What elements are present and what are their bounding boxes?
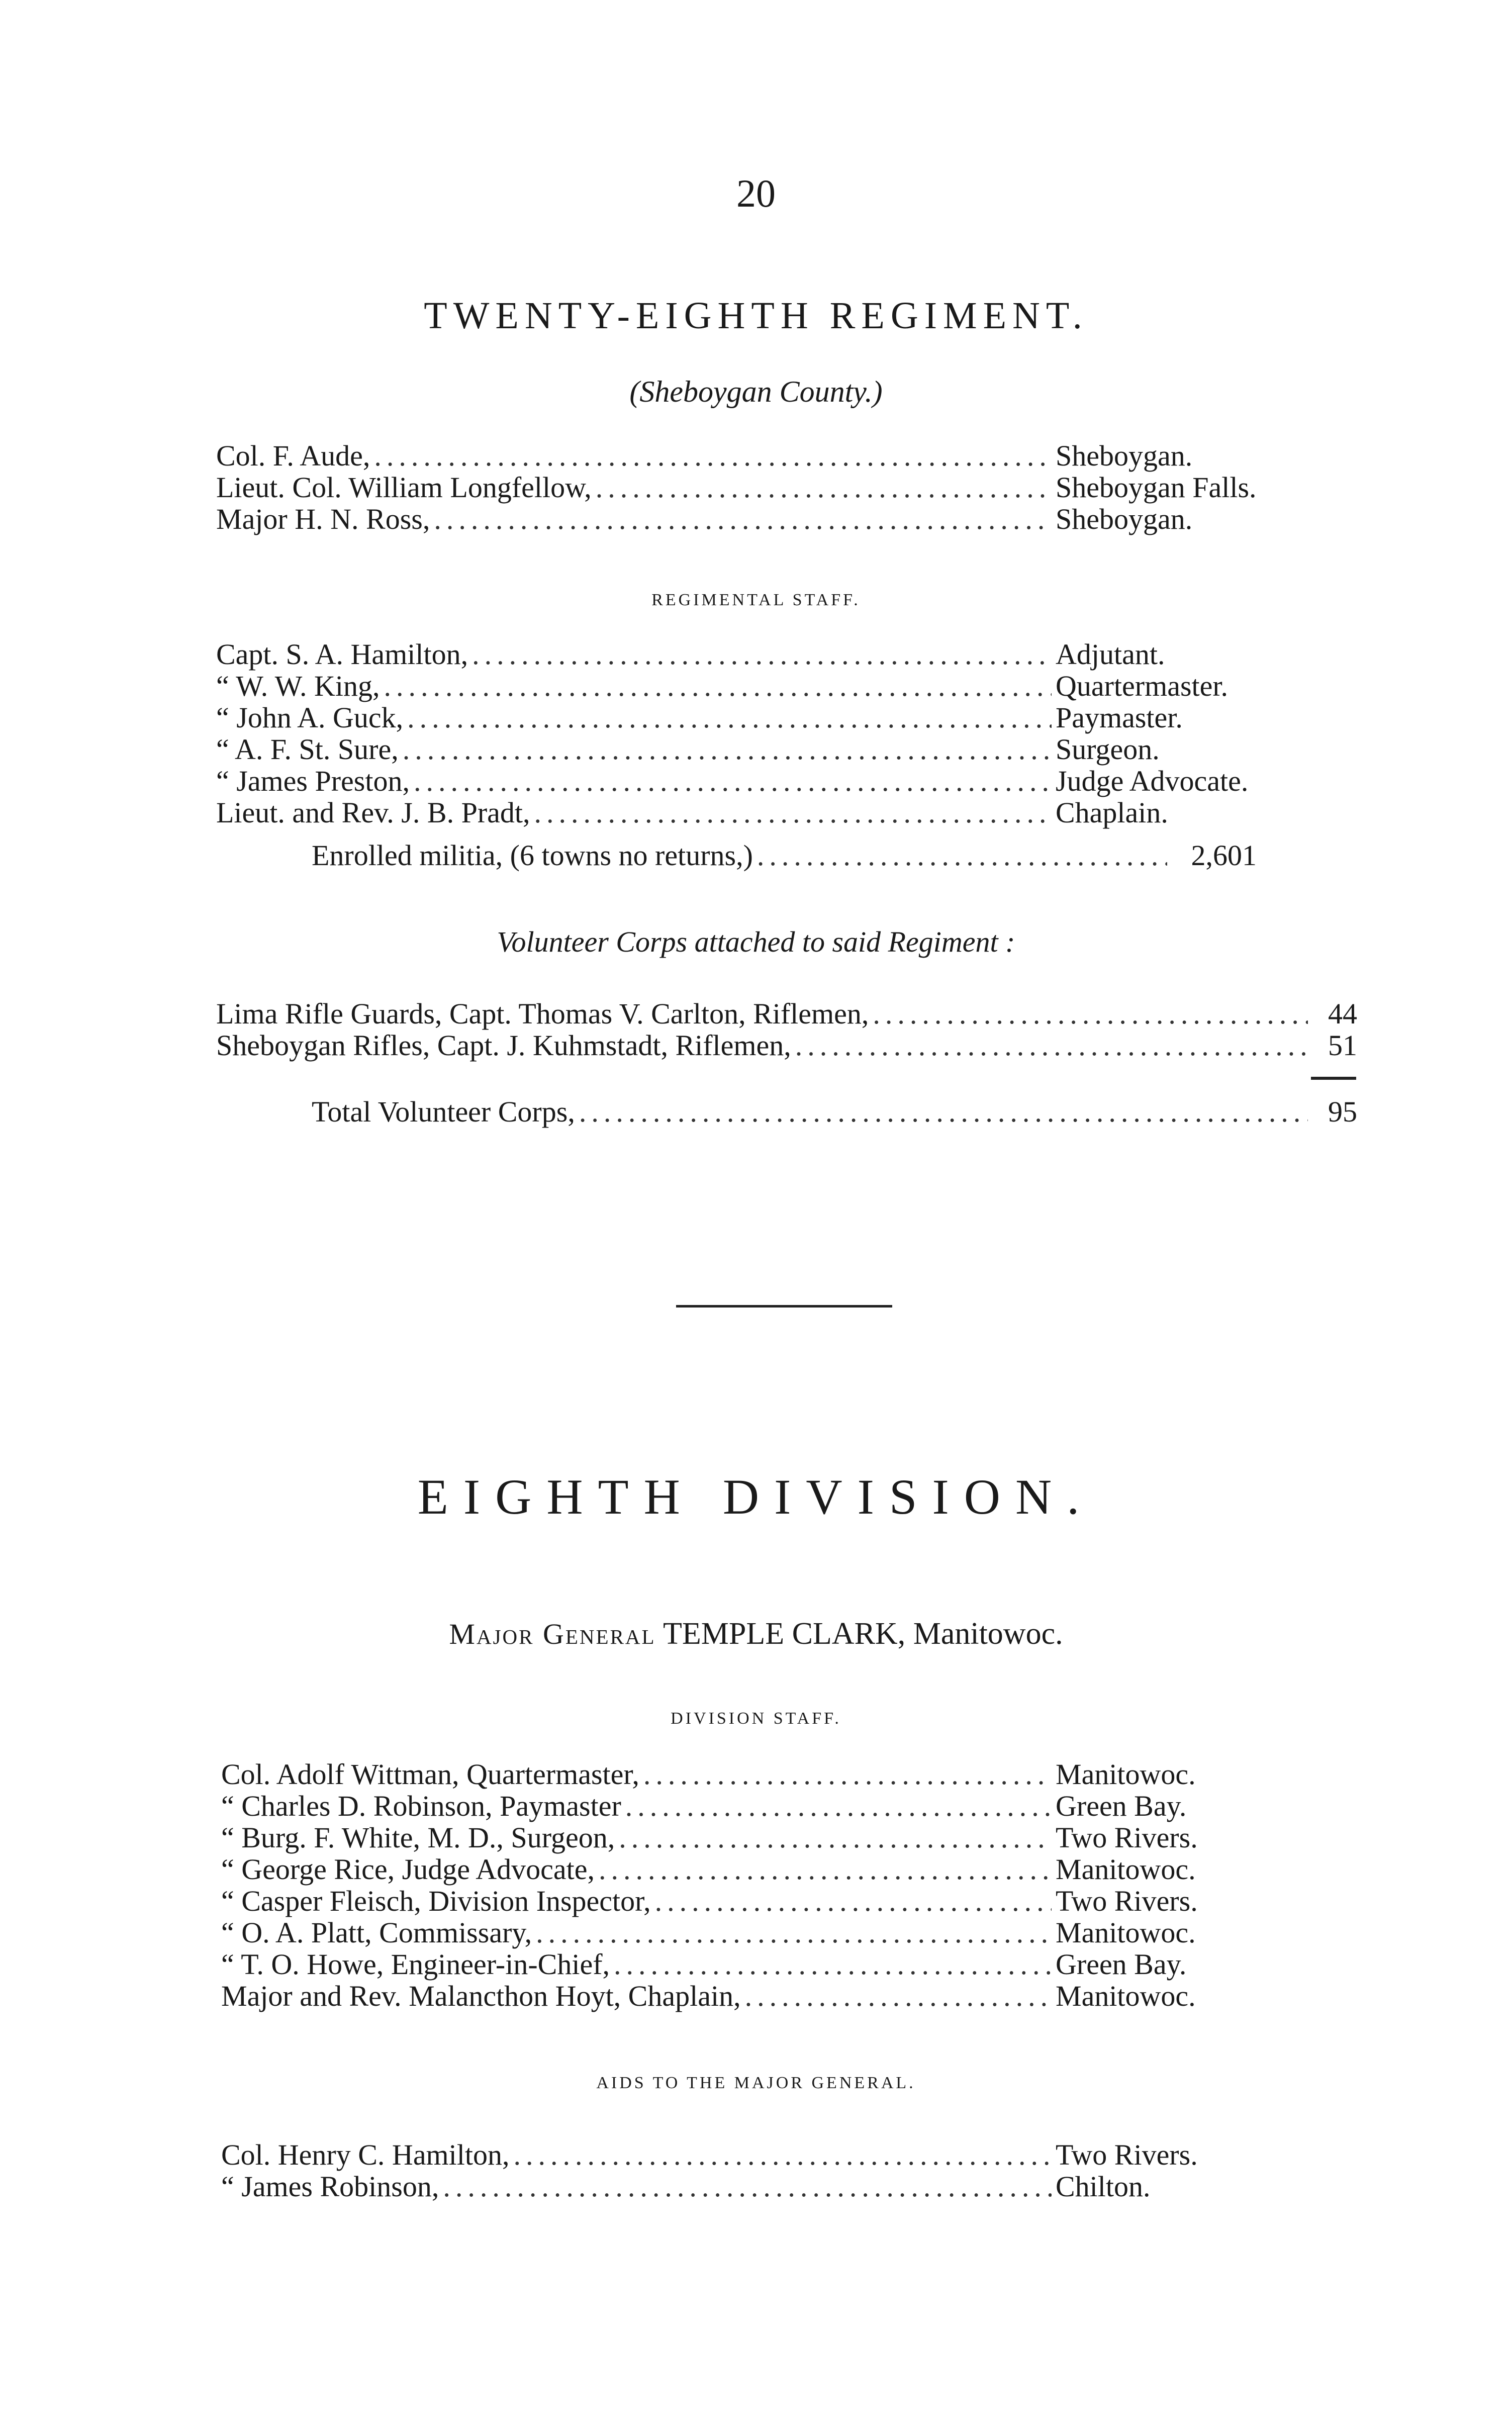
officer-name: Major H. N. Ross,: [216, 503, 430, 535]
officer-name: Lieut. Col. William Longfellow,: [216, 471, 592, 504]
leader-dots: [407, 702, 1052, 734]
division-staff-row: [221, 1853, 1297, 1886]
volunteer-row: [216, 1030, 1357, 1062]
regiment-title: TWENTY-EIGHTH REGIMENT.: [424, 295, 1088, 337]
division-staff-row: [221, 1822, 1297, 1854]
volunteer-name: Lima Rifle Guards, Capt. Thomas V. Carlton, Riflemen,: [216, 997, 869, 1030]
staff-name: “ T. O. Howe, Engineer-in-Chief,: [221, 1948, 610, 1981]
leader-dots: [619, 1822, 1052, 1854]
officer-place: Sheboygan.: [1056, 503, 1193, 535]
leader-dots: [403, 733, 1052, 766]
leader-dots: [384, 670, 1052, 702]
staff-place: Manitowoc.: [1056, 1758, 1196, 1791]
aid-name: Col. Henry C. Hamilton,: [221, 2138, 510, 2171]
leader-dots: [579, 1096, 1308, 1128]
major-general-line: [0, 1616, 1512, 1652]
leader-dots: [614, 1948, 1052, 1981]
leader-dots: [599, 1853, 1052, 1886]
staff-row: [216, 638, 1297, 671]
staff-place: Two Rivers.: [1056, 1821, 1198, 1854]
enrolled-label: Enrolled militia, (6 towns no returns,): [312, 839, 753, 872]
division-staff-row: [221, 1758, 1297, 1791]
section-divider: [676, 1305, 892, 1308]
staff-name: Lieut. and Rev. J. B. Pradt,: [216, 796, 530, 829]
staff-name: “ O. A. Platt, Commissary,: [221, 1916, 532, 1949]
aids-heading: AIDS TO THE MAJOR GENERAL.: [596, 2074, 916, 2092]
staff-row: [216, 797, 1297, 829]
aid-place: Two Rivers.: [1056, 2138, 1198, 2171]
staff-name: “ Charles D. Robinson, Paymaster: [221, 1790, 621, 1822]
aid-row: [221, 2139, 1297, 2171]
leader-dots: [443, 2171, 1052, 2203]
officer-row: [216, 503, 1297, 535]
page-number: 20: [736, 171, 776, 215]
division-staff-row: [221, 1948, 1297, 1981]
staff-name: “ John A. Guck,: [216, 701, 404, 734]
staff-name: “ W. W. King,: [216, 670, 380, 702]
staff-row: [216, 733, 1297, 766]
leader-dots: [655, 1885, 1052, 1917]
division-staff-row: [221, 1885, 1297, 1917]
staff-row: [216, 765, 1297, 797]
leader-dots: [534, 797, 1052, 829]
general-name: TEMPLE CLARK,: [663, 1617, 906, 1651]
leader-dots: [873, 998, 1308, 1030]
staff-place: Manitowoc.: [1056, 1980, 1196, 2012]
staff-name: “ George Rice, Judge Advocate,: [221, 1853, 595, 1886]
regiment-subtitle: (Sheboygan County.): [629, 375, 883, 408]
staff-role: Judge Advocate.: [1056, 765, 1249, 797]
staff-role: Paymaster.: [1056, 701, 1183, 734]
staff-role: Surgeon.: [1056, 733, 1160, 766]
staff-place: Green Bay.: [1056, 1948, 1187, 1981]
leader-dots: [643, 1758, 1052, 1791]
division-staff-row: [221, 1917, 1297, 1949]
volunteer-name: Sheboygan Rifles, Capt. J. Kuhmstadt, Riflemen,: [216, 1029, 791, 1062]
total-value: 95: [1328, 1095, 1357, 1128]
leader-dots: [514, 2139, 1052, 2171]
division-staff-row: [221, 1790, 1297, 1822]
leader-dots: [795, 1030, 1308, 1062]
general-place: Manitowoc.: [913, 1617, 1063, 1651]
volunteer-count: 44: [1328, 997, 1357, 1030]
leader-dots: [374, 440, 1052, 472]
aid-name: “ James Robinson,: [221, 2170, 439, 2203]
volunteer-count: 51: [1328, 1029, 1357, 1062]
staff-role: Chaplain.: [1056, 796, 1168, 829]
enrolled-militia-row: [312, 839, 1257, 872]
aid-place: Chilton.: [1056, 2170, 1151, 2203]
leader-dots: [536, 1917, 1052, 1949]
division-title: EIGHTH DIVISION.: [417, 1469, 1095, 1525]
staff-name: Capt. S. A. Hamilton,: [216, 638, 468, 671]
staff-role: Adjutant.: [1056, 638, 1165, 671]
staff-place: Green Bay.: [1056, 1790, 1187, 1822]
staff-role: Quartermaster.: [1056, 670, 1228, 702]
leader-dots: [596, 472, 1052, 504]
division-staff-row: [221, 1980, 1297, 2012]
sum-rule: [1311, 1077, 1356, 1080]
staff-name: “ James Preston,: [216, 765, 410, 797]
enrolled-value: 2,601: [1191, 839, 1257, 872]
officer-place: Sheboygan.: [1056, 439, 1193, 472]
officer-place: Sheboygan Falls.: [1056, 471, 1257, 504]
leader-dots: [472, 638, 1052, 671]
staff-place: Two Rivers.: [1056, 1885, 1198, 1917]
officer-name: Col. F. Aude,: [216, 439, 370, 472]
staff-row: [216, 670, 1297, 702]
leader-dots: [414, 765, 1052, 797]
regimental-staff-heading: REGIMENTAL STAFF.: [651, 591, 861, 609]
staff-name: “ Casper Fleisch, Division Inspector,: [221, 1885, 651, 1917]
volunteer-row: [216, 998, 1357, 1030]
staff-row: [216, 702, 1297, 734]
volunteer-corps-heading: Volunteer Corps attached to said Regiment :: [497, 925, 1015, 958]
staff-name: “ A. F. St. Sure,: [216, 733, 399, 766]
staff-name: “ Burg. F. White, M. D., Surgeon,: [221, 1821, 615, 1854]
general-rank: Major General: [449, 1618, 656, 1650]
leader-dots: [625, 1790, 1052, 1822]
total-label: Total Volunteer Corps,: [312, 1095, 575, 1128]
staff-place: Manitowoc.: [1056, 1853, 1196, 1886]
total-volunteer-row: [312, 1096, 1357, 1128]
staff-place: Manitowoc.: [1056, 1916, 1196, 1949]
officer-row: [216, 472, 1297, 504]
leader-dots: [757, 839, 1167, 872]
staff-name: Col. Adolf Wittman, Quartermaster,: [221, 1758, 639, 1791]
leader-dots: [745, 1980, 1052, 2012]
staff-name: Major and Rev. Malancthon Hoyt, Chaplain,: [221, 1980, 741, 2012]
aid-row: [221, 2171, 1297, 2203]
leader-dots: [434, 503, 1052, 535]
officer-row: [216, 440, 1297, 472]
division-staff-heading: DIVISION STAFF.: [671, 1709, 841, 1728]
